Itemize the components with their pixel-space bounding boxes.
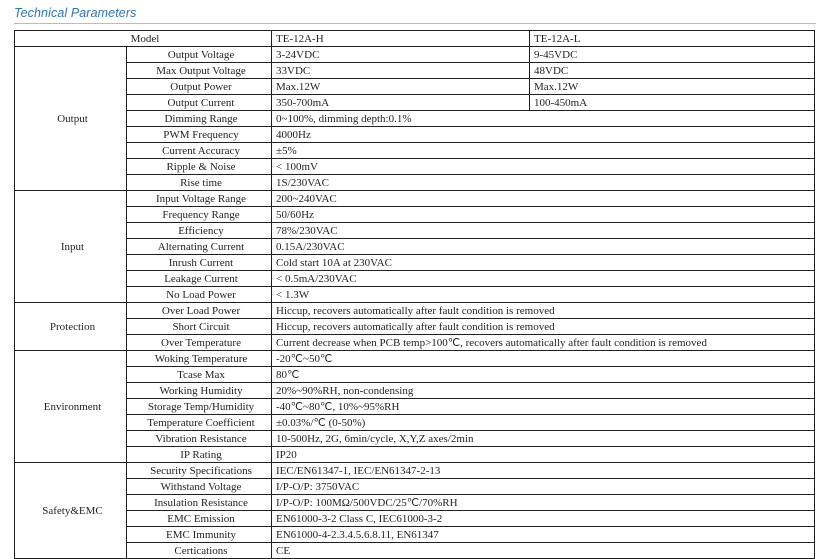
parameter-value: < 1.3W [272,287,815,303]
parameter-label: Woking Temperature [127,351,272,367]
header-model-label: Model [15,31,272,47]
table-row [15,383,815,399]
parameter-label: Withstand Voltage [127,479,272,495]
parameter-label: Vibration Resistance [127,431,272,447]
technical-parameters-table [14,30,815,559]
parameter-label: No Load Power [127,287,272,303]
table-row [15,431,815,447]
parameter-value: ±5% [272,143,815,159]
parameter-value: Current decrease when PCB temp>100℃, recovers automatically after fault condition is removed [272,335,815,351]
table-header-row [15,31,815,47]
group-label: Environment [15,351,127,463]
parameter-value: 3-24VDC [272,47,530,63]
table-row [15,207,815,223]
parameter-label: Temperature Coefficient [127,415,272,431]
parameter-value-alt: 48VDC [530,63,815,79]
parameter-label: Working Humidity [127,383,272,399]
parameter-value-alt: Max.12W [530,79,815,95]
table-row [15,415,815,431]
parameter-label: Rise time [127,175,272,191]
parameter-value: < 100mV [272,159,815,175]
parameter-value: I/P-O/P: 3750VAC [272,479,815,495]
parameter-value: 200~240VAC [272,191,815,207]
table-row [15,175,815,191]
parameter-value: Hiccup, recovers automatically after fault condition is removed [272,303,815,319]
parameter-label: Ripple & Noise [127,159,272,175]
table-row [15,495,815,511]
title-divider [14,23,816,24]
group-label: Safety&EMC [15,463,127,559]
table-row [15,303,815,319]
table-row [15,111,815,127]
parameter-label: Insulation Resistance [127,495,272,511]
page-title: Technical Parameters [14,6,137,20]
parameter-value: 0.15A/230VAC [272,239,815,255]
table-row [15,335,815,351]
table-row [15,479,815,495]
table-row [15,287,815,303]
parameter-value: 33VDC [272,63,530,79]
parameter-label: Certications [127,543,272,559]
group-label: Protection [15,303,127,351]
table-row [15,511,815,527]
table-row [15,47,815,63]
table-row [15,159,815,175]
parameter-value: < 0.5mA/230VAC [272,271,815,287]
parameter-value-alt: 100-450mA [530,95,815,111]
table-row [15,399,815,415]
parameter-value: CE [272,543,815,559]
table-row [15,351,815,367]
parameter-value: 4000Hz [272,127,815,143]
table-row [15,527,815,543]
parameter-value: EN61000-4-2.3.4.5.6.8.11, EN61347 [272,527,815,543]
parameter-value: 1S/230VAC [272,175,815,191]
table-row [15,271,815,287]
parameter-value: ±0.03%/℃ (0-50%) [272,415,815,431]
parameter-value-alt: 9-45VDC [530,47,815,63]
parameter-value: -20℃~50℃ [272,351,815,367]
table-row [15,239,815,255]
parameter-value: EN61000-3-2 Class C, IEC61000-3-2 [272,511,815,527]
table-row [15,319,815,335]
parameter-label: EMC Emission [127,511,272,527]
parameter-value: 10-500Hz, 2G, 6min/cycle, X,Y,Z axes/2min [272,431,815,447]
table-row [15,79,815,95]
parameter-value: 350-700mA [272,95,530,111]
parameter-value: IEC/EN61347-1, IEC/EN61347-2-13 [272,463,815,479]
table-row [15,255,815,271]
parameter-value: 0~100%, dimming depth:0.1% [272,111,815,127]
parameter-label: Dimming Range [127,111,272,127]
parameter-label: Over Load Power [127,303,272,319]
parameter-value: IP20 [272,447,815,463]
parameter-label: Output Voltage [127,47,272,63]
parameter-value: -40℃~80℃, 10%~95%RH [272,399,815,415]
table-row [15,95,815,111]
parameter-label: IP Rating [127,447,272,463]
table-row [15,447,815,463]
table-row [15,191,815,207]
parameter-value: 80℃ [272,367,815,383]
parameter-label: Leakage Current [127,271,272,287]
parameter-value: I/P-O/P: 100MΩ/500VDC/25℃/70%RH [272,495,815,511]
table-row [15,543,815,559]
parameter-label: Frequency Range [127,207,272,223]
parameter-label: Output Current [127,95,272,111]
parameter-label: Output Power [127,79,272,95]
parameter-label: Security Specifications [127,463,272,479]
parameter-label: Efficiency [127,223,272,239]
parameter-label: Short Circuit [127,319,272,335]
parameter-label: EMC Immunity [127,527,272,543]
table-row [15,223,815,239]
parameter-label: Max Output Voltage [127,63,272,79]
parameter-label: Input Voltage Range [127,191,272,207]
table-row [15,143,815,159]
header-model-col2: TE-12A-L [530,31,815,47]
table-row [15,63,815,79]
parameter-label: Current Accuracy [127,143,272,159]
header-model-col1: TE-12A-H [272,31,530,47]
group-label: Input [15,191,127,303]
table-row [15,367,815,383]
parameter-label: Alternating Current [127,239,272,255]
table-row [15,127,815,143]
parameter-value: 50/60Hz [272,207,815,223]
parameter-label: Tcase Max [127,367,272,383]
parameter-value: 20%~90%RH, non-condensing [272,383,815,399]
parameter-value: Hiccup, recovers automatically after fault condition is removed [272,319,815,335]
parameter-value: Cold start 10A at 230VAC [272,255,815,271]
parameter-label: Storage Temp/Humidity [127,399,272,415]
parameter-label: Inrush Current [127,255,272,271]
parameter-value: 78%/230VAC [272,223,815,239]
parameter-label: Over Temperature [127,335,272,351]
group-label: Output [15,47,127,191]
parameter-value: Max.12W [272,79,530,95]
parameter-label: PWM Frequency [127,127,272,143]
table-row [15,463,815,479]
